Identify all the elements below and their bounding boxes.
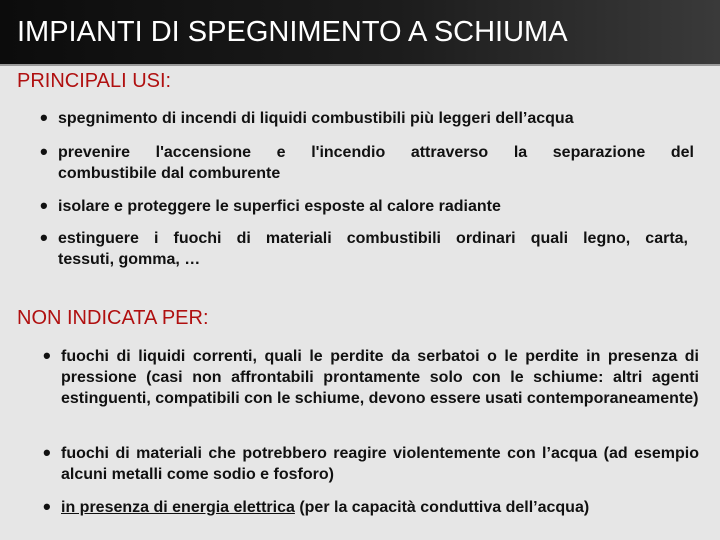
bullet-text: isolare e proteggere le superfici esposte al calore radiante: [58, 198, 501, 215]
bullet-text-line-1: prevenire l'accensione e l'incendio attraverso la separazione del: [58, 144, 694, 161]
not-indicated-item-3: [43, 494, 701, 519]
uses-item-3: [40, 193, 698, 218]
uses-item-1: [40, 105, 698, 130]
slide-title: IMPIANTI DI SPEGNIMENTO A SCHIUMA: [17, 16, 568, 48]
bullet-dot: •: [40, 193, 48, 218]
bullet-text: fuochi di materiali che potrebbero reagire violentemente con l’acqua (ad esempio alcuni metalli come sodio e fosforo): [61, 445, 699, 483]
bullet-text: fuochi di liquidi correnti, quali le perdite da serbatoi o le perdite in presenza di pressione (casi non affrontabili prontamente solo con le schiume: altri agenti estinguenti, compatibili con le schiume, devono essere usati contemporaneamente): [61, 348, 699, 407]
bullet-text: spegnimento di incendi di liquidi combustibili più leggeri dell’acqua: [58, 110, 574, 127]
uses-item-4: [40, 225, 688, 270]
bullet-dot: •: [40, 139, 48, 164]
bullet-dot: •: [43, 440, 51, 465]
title-bar: [0, 0, 720, 64]
uses-heading: PRINCIPALI USI:: [17, 70, 172, 92]
bullet-dot: •: [40, 225, 48, 250]
not-indicated-item-2: [43, 440, 699, 485]
title-divider: [0, 64, 720, 66]
bullet-dot: •: [40, 105, 48, 130]
electric-energy-text: in presenza di energia elettrica: [61, 499, 295, 516]
bullet-text-line-1: estinguere i fuochi di materiali combustibili ordinari quali legno, carta,: [58, 230, 688, 247]
bullet-dot: •: [43, 494, 51, 519]
bullet-text-line-2: tessuti, gomma, …: [58, 251, 201, 268]
not-indicated-heading: NON INDICATA PER:: [17, 307, 209, 329]
not-indicated-item-1: [43, 343, 699, 409]
bullet-text-rest: (per la capacità conduttiva dell’acqua): [294, 499, 590, 516]
bullet-text-line-2: combustibile dal comburente: [58, 165, 281, 182]
bullet-dot: •: [43, 343, 51, 368]
uses-item-2: [40, 139, 694, 184]
